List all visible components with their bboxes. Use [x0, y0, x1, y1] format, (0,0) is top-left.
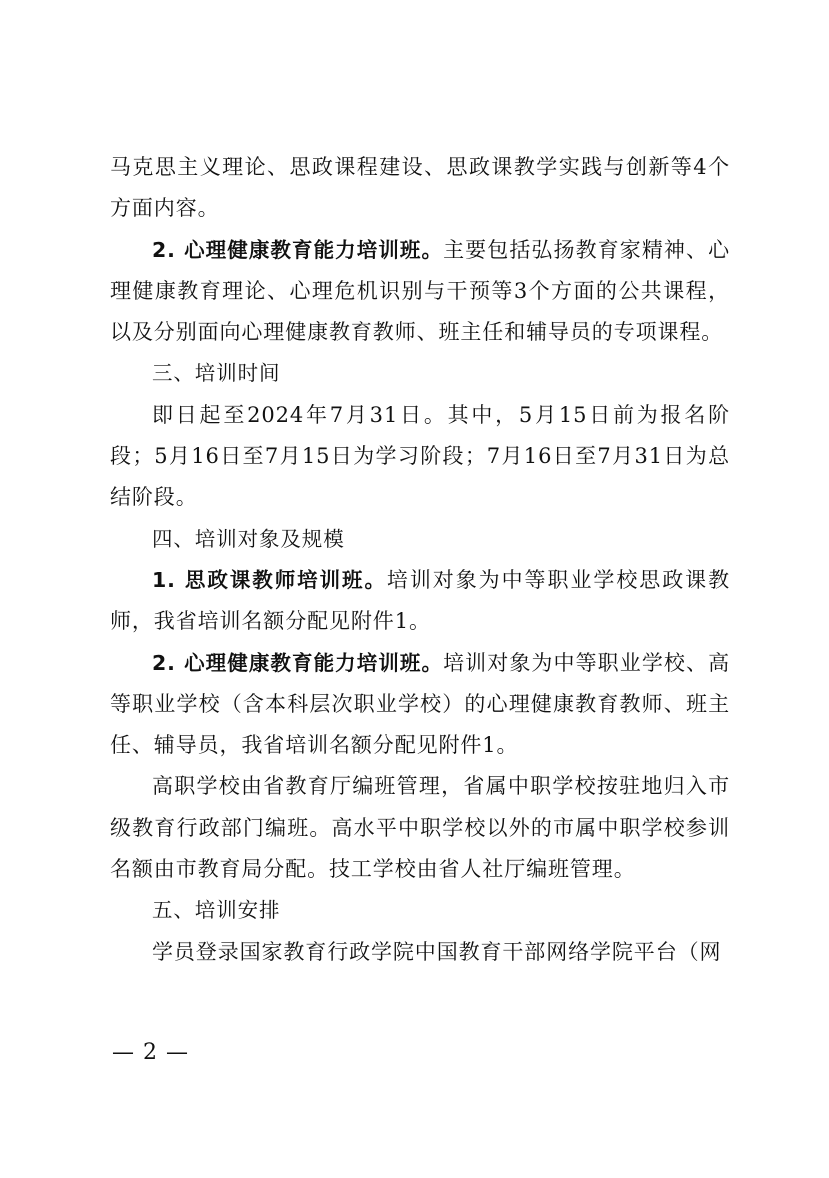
target-item-2-paragraph: [110, 643, 730, 767]
target-item-1-paragraph: [110, 560, 730, 643]
section-3-paragraph: 即日起至2024年7月31日。其中，5月15日前为报名阶段；5月16日至7月15日为学习阶段；7月16日至7月31日为总结阶段。: [110, 402, 730, 510]
management-note-paragraph: 高职学校由省教育厅编班管理，省属中职学校按驻地归入市级教育行政部门编班。高水平中职学校以外的市属中职学校参训名额由市教育局分配。技工学校由省人社厅编班管理。: [110, 774, 730, 882]
course-item-2-text: 主要包括弘扬教育家精神、心理健康教育理论、心理危机识别与干预等3个方面的公共课程，以及分别面向心理健康教育教师、班主任和辅导员的专项课程。: [110, 237, 730, 345]
section-5-paragraph: 学员登录国家教育行政学院中国教育干部网络学院平台（网: [152, 939, 722, 964]
continuation-paragraph: 马克思主义理论、思政课程建设、思政课教学实践与创新等4个方面内容。: [110, 155, 730, 221]
section-4-heading: 四、培训对象及规模: [152, 526, 345, 551]
target-item-2-lead: 2. 心理健康教育能力培训班。: [152, 650, 444, 675]
target-item-1-text: 培训对象为中等职业学校思政课教师，我省培训名额分配见附件1。: [110, 567, 730, 634]
section-5-heading: 五、培训安排: [152, 898, 281, 923]
section-3-heading: 三、培训时间: [152, 361, 281, 386]
target-item-1-lead: 1. 思政课教师培训班。: [152, 567, 387, 592]
document-body: [110, 147, 730, 973]
target-item-2-text: 培训对象为中等职业学校、高等职业学校（含本科层次职业学校）的心理健康教育教师、班主任、辅导员，我省培训名额分配见附件1。: [110, 650, 730, 758]
course-item-2-lead: 2. 心理健康教育能力培训班。: [152, 237, 444, 262]
course-item-2-paragraph: [110, 230, 730, 354]
page-number: — 2 —: [112, 1040, 189, 1065]
